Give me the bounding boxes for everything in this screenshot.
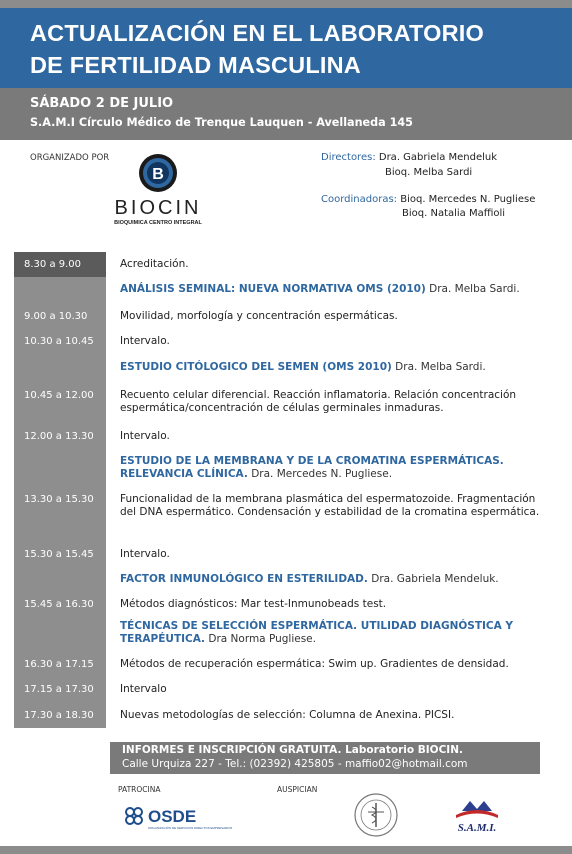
coordinator-2: Bioq. Natalia Maffioli [402,208,506,219]
schedule-text: Movilidad, morfología y concentración espermáticas. [120,310,398,322]
schedule-time: 10.45 a 12.00 [14,384,106,424]
osde-name: OSDE [148,807,197,826]
logo-tagline: BIOQUIMICA CENTRO INTEGRAL [114,220,202,226]
schedule-text: Funcionalidad de la membrana plasmática del espermatozoide. Fragmentación del DNA espermático. Condensación y estabilidad de la cromatina espermática. [120,493,540,518]
schedule-row [14,252,540,277]
schedule-row [14,704,540,728]
schedule-row [14,678,540,704]
topic-title: ESTUDIO DE LA MEMBRANA Y DE LA CROMATINA ESPERMÁTICAS. RELEVANCIA CLÍNICA. [120,455,504,480]
patrocina-label: PATROCINA [118,785,161,794]
logo-name: BIOCIN [114,197,202,219]
topic-title: ESTUDIO CITÓLOGICO DEL SEMEN (OMS 2010) [120,361,392,373]
organizer-label: ORGANIZADO POR [30,153,110,163]
sami-name: S.A.M.I. [457,822,497,834]
schedule-time: 17.30 a 18.30 [14,704,106,728]
directors-label: Directores: [321,152,376,163]
title-line-2: DE FERTILIDAD MASCULINA [30,52,361,78]
top-bar [0,0,572,8]
schedule-text: Métodos diagnósticos: Mar test-Inmunobeads test. [120,598,387,610]
topic-title: FACTOR INMUNOLÓGICO EN ESTERILIDAD. [120,573,368,585]
schedule-topic-row [14,449,540,489]
schedule-time: 9.00 a 10.30 [14,305,106,330]
info-line-2: Calle Urquiza 227 - Tel.: (02392) 425805 - maffio02@hotmail.com [122,758,468,770]
schedule-time: 10.30 a 10.45 [14,330,106,356]
info-line-1: INFORMES E INSCRIPCIÓN GRATUITA. Laboratorio BIOCIN. [122,744,463,756]
schedule-text: Nuevas metodologías de selección: Columna de Anexina. PICSI. [120,709,455,721]
event-venue: S.A.M.I Círculo Médico de Trenque Lauquen - Avellaneda 145 [30,116,413,129]
schedule-time: 13.30 a 15.30 [14,489,106,543]
directors-line-1 [321,152,497,163]
schedule-row [14,543,540,568]
schedule-text: Intervalo. [120,430,170,442]
topic-speaker: Dra. Melba Sardi. [391,361,486,373]
schedule-time: 15.30 a 15.45 [14,543,106,568]
schedule-row [14,424,540,449]
title-line-1: ACTUALIZACIÓN EN EL LABORATORIO [30,20,484,46]
auspician-label: AUSPICIAN [277,785,318,794]
topic-speaker: Dra. Mercedes N. Pugliese. [247,468,393,480]
topic-speaker: Dra Norma Pugliese. [205,633,316,645]
schedule-row [14,305,540,330]
schedule-topic-row [14,617,540,652]
osde-tagline: ORGANIZACIÓN DE SERVICIOS DIRECTOS EMPRESARIOS [148,826,232,830]
date-venue-banner [0,88,572,140]
director-1: Dra. Gabriela Mendeluk [378,152,498,163]
schedule-row [14,652,540,678]
coordinator-1: Bioq. Mercedes N. Pugliese [400,194,536,205]
schedule-time: 8.30 a 9.00 [14,252,106,277]
info-banner [110,742,540,774]
coordinators-label: Coordinadoras: [321,194,398,205]
schedule-text: Acreditación. [120,258,189,270]
schedule-text: Métodos de recuperación espermática: Swim up. Gradientes de densidad. [120,658,509,670]
topic-speaker: Dra. Melba Sardi. [425,283,520,295]
bottom-bar [0,846,572,854]
schedule-time: 16.30 a 17.15 [14,652,106,678]
schedule-row [14,489,540,543]
director-2: Bioq. Melba Sardi [385,167,473,178]
circulo-medico-seal [348,792,404,838]
schedule-text: Intervalo. [120,548,170,560]
schedule-time: 17.15 a 17.30 [14,678,106,704]
topic-title: ANÁLISIS SEMINAL: NUEVA NORMATIVA OMS (2010) [120,283,426,295]
schedule-text: Intervalo [120,683,167,695]
schedule-row [14,384,540,424]
coordinators-line-1 [321,194,535,205]
schedule-text: Intervalo. [120,335,170,347]
topic-speaker: Dra. Gabriela Mendeluk. [367,573,499,585]
schedule-topic-row [14,356,540,384]
schedule-row [14,330,540,356]
biocin-logo [108,150,220,230]
event-date: SÁBADO 2 DE JULIO [30,96,174,111]
schedule-topic-row [14,277,540,305]
sami-logo [448,795,506,835]
logo-letter: B [152,166,164,183]
schedule [14,252,540,728]
title-banner [0,8,572,88]
schedule-topic-row [14,568,540,593]
schedule-time: 12.00 a 13.30 [14,424,106,449]
schedule-time: 15.45 a 16.30 [14,593,106,617]
schedule-row [14,593,540,617]
osde-logo [122,802,232,832]
schedule-text: Recuento celular diferencial. Reacción inflamatoria. Relación concentración espermática/concentración de células germinales inmaduras. [120,389,517,414]
topic-title: TÉCNICAS DE SELECCIÓN ESPERMÁTICA. UTILIDAD DIAGNÓSTICA Y TERAPÉUTICA. [120,620,514,645]
